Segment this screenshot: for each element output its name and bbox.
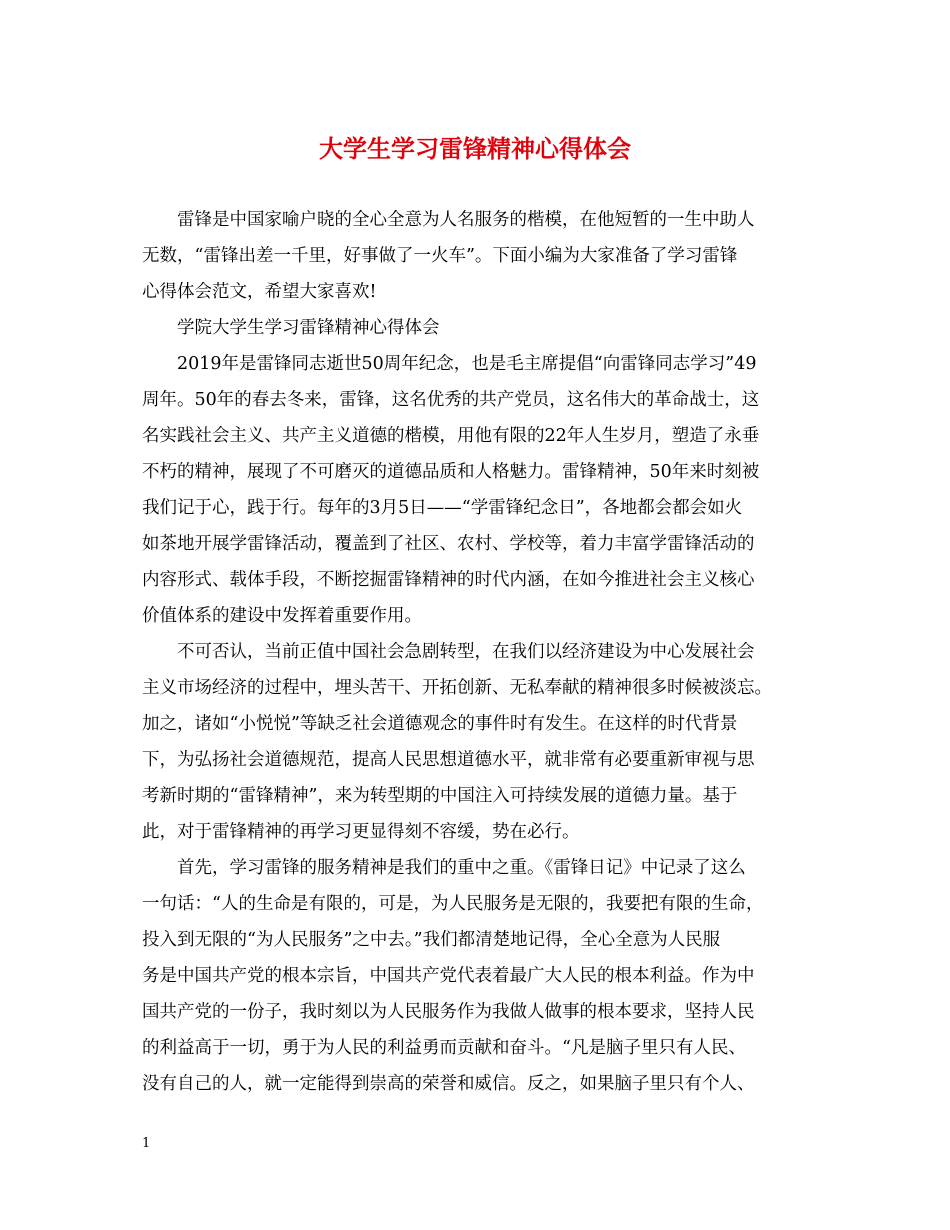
document-title: 大学生学习雷锋精神心得体会 — [319, 135, 631, 163]
text-line: 加之，诸如“小悦悦”等缺乏社会道德观念的事件时有发生。在这样的时代背景 — [142, 714, 738, 734]
text-line: 周年。50年的春去冬来，雷锋，这名优秀的共产党员，这名伟大的革命战士，这 — [142, 390, 760, 410]
text-line: 2019年是雷锋同志逝世50周年纪念，也是毛主席提倡“向雷锋同志学习”49 — [177, 354, 757, 374]
text-line: 下，为弘扬社会道德规范，提高人民思想道德水平，就非常有必要重新审视与思 — [142, 750, 755, 770]
text-line: 的利益高于一切，勇于为人民的利益勇而贡献和奋斗。“凡是脑子里只有人民、 — [142, 1038, 746, 1058]
page-number: 1 — [142, 1136, 151, 1151]
text-line: 价值体系的建设中发挥着重要作用。 — [142, 606, 422, 626]
text-line: 首先，学习雷锋的服务精神是我们的重中之重。《雷锋日记》中记录了这么 — [177, 858, 746, 878]
text-line: 雷锋是中国家喻户晓的全心全意为人名服务的楷模，在他短暂的一生中助人 — [177, 210, 755, 230]
text-line: 国共产党的一份子，我时刻以为人民服务作为我做人做事的根本要求，坚持人民 — [142, 1002, 755, 1022]
text-line: 没有自己的人，就一定能得到崇高的荣誉和威信。反之，如果脑子里只有个人、 — [142, 1074, 755, 1094]
section-heading: 学院大学生学习雷锋精神心得体会 — [177, 318, 440, 338]
text-line: 不可否认，当前正值中国社会急剧转型，在我们以经济建设为中心发展社会 — [177, 642, 755, 662]
text-line: 投入到无限的“为人民服务”之中去。”我们都清楚地记得，全心全意为人民服 — [142, 930, 721, 950]
text-line: 一句话：“人的生命是有限的，可是，为人民服务是无限的，我要把有限的生命， — [142, 894, 764, 914]
text-line: 无数，“雷锋出差一千里，好事做了一火车”。下面小编为大家准备了学习雷锋 — [142, 246, 738, 266]
text-line: 名实践社会主义、共产主义道德的楷模，用他有限的22年人生岁月，塑造了永垂 — [142, 426, 760, 446]
text-line: 内容形式、载体手段，不断挖掘雷锋精神的时代内涵，在如今推进社会主义核心 — [142, 570, 755, 590]
text-line: 考新时期的“雷锋精神”，来为转型期的中国注入可持续发展的道德力量。基于 — [142, 786, 738, 806]
text-line: 此，对于雷锋精神的再学习更显得刻不容缓，势在必行。 — [142, 822, 580, 842]
text-line: 心得体会范文，希望大家喜欢! — [142, 282, 377, 302]
text-line: 务是中国共产党的根本宗旨，中国共产党代表着最广大人民的根本利益。作为中 — [142, 966, 755, 986]
text-line: 不朽的精神，展现了不可磨灭的道德品质和人格魅力。雷锋精神，50年来时刻被 — [142, 462, 760, 482]
text-line: 如茶地开展学雷锋活动，覆盖到了社区、农村、学校等，着力丰富学雷锋活动的 — [142, 534, 755, 554]
document-body — [142, 202, 822, 1102]
text-line: 我们记于心，践于行。每年的3月5日——“学雷锋纪念日”，各地都会都会如火 — [142, 498, 743, 518]
text-line: 主义市场经济的过程中，埋头苦干、开拓创新、无私奉献的精神很多时候被淡忘。 — [142, 678, 772, 698]
